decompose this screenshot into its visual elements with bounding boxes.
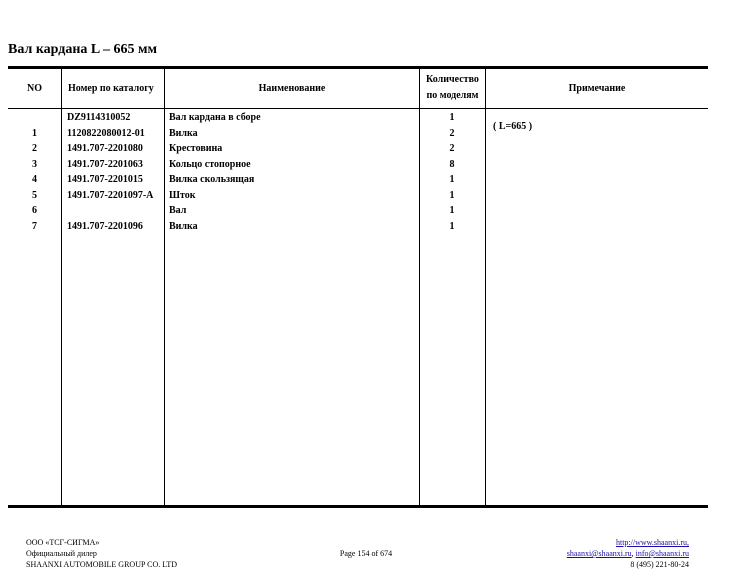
header-quantity-line1: Количество [426, 74, 479, 85]
cell-quantity: 8 [449, 158, 455, 170]
cell-quantity: 1 [449, 189, 455, 201]
cell-name: Шток [169, 189, 196, 201]
table-row [8, 159, 708, 175]
footer-email-link[interactable]: shaanxi@shaanxi.ru [566, 549, 632, 558]
table-bottom-rule [8, 505, 708, 508]
header-name: Наименование [258, 83, 326, 94]
table-row [8, 221, 708, 237]
cell-catalog-number: 1491.707-2201015 [67, 174, 143, 185]
cell-catalog-number: 1491.707-2201096 [67, 220, 143, 232]
cell-quantity: 1 [449, 220, 455, 232]
cell-quantity: 2 [449, 143, 455, 154]
footer-company: ООО «ТСГ-СИГМА» [26, 538, 100, 547]
header-quantity-line2: по моделям [426, 90, 479, 101]
cell-no: 1 [32, 127, 37, 139]
table-row [8, 128, 708, 144]
table-row [8, 112, 708, 128]
cell-quantity: 1 [449, 205, 455, 216]
cell-name: Вал [169, 205, 187, 216]
table-row [8, 205, 708, 221]
cell-name: Кольцо стопорное [169, 158, 251, 170]
footer-manufacturer: SHAANXI AUTOMOBILE GROUP CO. LTD [26, 560, 178, 569]
footer-page-number: Page 154 of 674 [339, 549, 393, 558]
table-top-rule [8, 66, 708, 69]
cell-quantity: 2 [449, 127, 455, 139]
header-catalog-number: Номер по каталогу [68, 83, 154, 94]
cell-quantity: 1 [449, 174, 455, 185]
cell-catalog-number: 1120822080012-01 [67, 127, 145, 139]
table-row [8, 174, 708, 190]
cell-no: 7 [32, 220, 37, 232]
cell-no: 5 [32, 189, 37, 201]
cell-quantity: 1 [449, 112, 455, 123]
cell-no: 2 [32, 143, 37, 154]
header-quantity [420, 72, 485, 104]
cell-catalog-number: 1491.707-2201097-A [67, 189, 154, 201]
table-row [8, 190, 708, 206]
footer-phone: 8 (495) 221-80-24 [630, 560, 689, 569]
cell-name: Вилка [169, 220, 198, 232]
table-row [8, 143, 708, 159]
cell-no: 4 [32, 174, 37, 185]
cell-name: Вилка [169, 127, 198, 139]
cell-name: Вилка скользящая [169, 174, 255, 185]
cell-catalog-number: 1491.707-2201080 [67, 143, 143, 154]
footer-email-separator: , [631, 549, 636, 558]
cell-catalog-number: 1491.707-2201063 [67, 158, 143, 170]
page-title: Вал кардана L – 665 мм [8, 42, 158, 57]
cell-no: 3 [32, 158, 37, 170]
cell-name: Крестовина [169, 143, 223, 154]
footer-email-link[interactable]: info@shaanxi.ru [635, 549, 689, 558]
cell-no: 6 [32, 205, 37, 216]
footer-website-link[interactable]: http://www.shaanxi.ru, [615, 538, 689, 547]
footer-dealer: Официальный дилер [26, 549, 97, 558]
header-divider [8, 108, 708, 109]
cell-name: Вал кардана в сборе [169, 112, 261, 123]
footer-contacts [567, 537, 689, 570]
header-no: NO [27, 83, 42, 94]
header-note: Примечание [568, 83, 626, 94]
cell-catalog-number: DZ9114310052 [67, 112, 131, 123]
note-text: ( L=665 ) [493, 121, 533, 132]
